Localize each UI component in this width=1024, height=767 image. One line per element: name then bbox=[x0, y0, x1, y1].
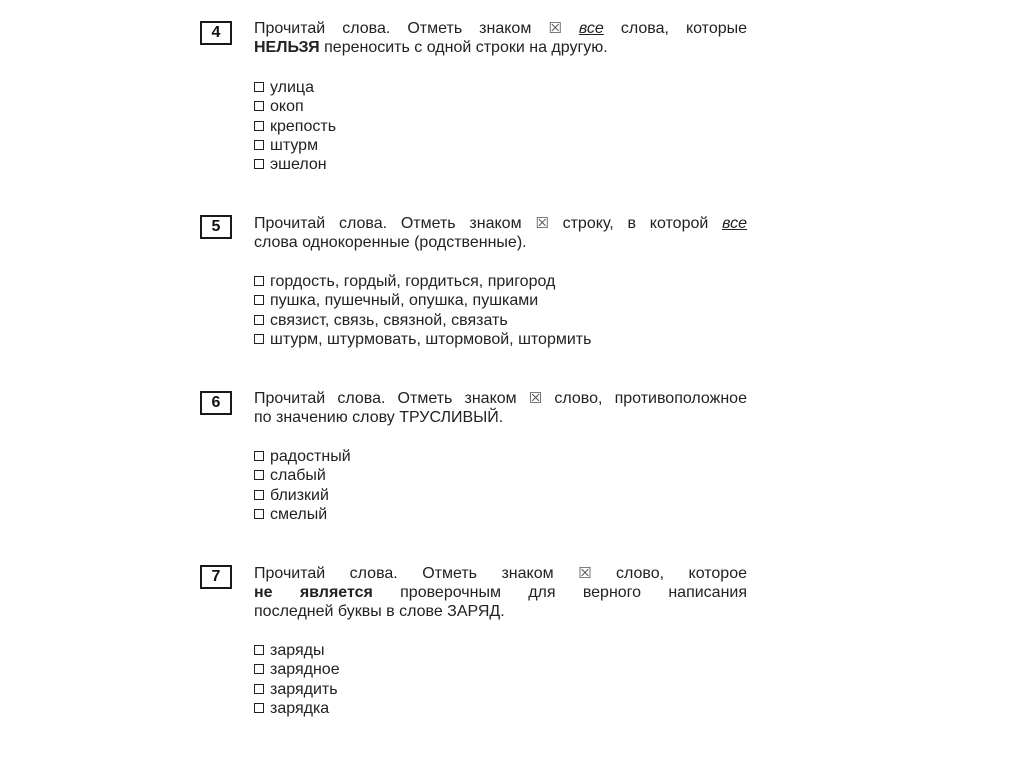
answer-option[interactable]: заряды bbox=[254, 641, 340, 660]
answer-option[interactable]: штурм, штурмовать, штормовой, штормить bbox=[254, 330, 591, 349]
answer-option[interactable]: эшелон bbox=[254, 155, 336, 174]
answer-options bbox=[254, 641, 340, 718]
task-instruction bbox=[254, 564, 747, 621]
checked-box-icon: ☒ bbox=[535, 215, 549, 232]
checkbox-icon[interactable] bbox=[254, 334, 264, 344]
task-number: 5 bbox=[200, 215, 232, 239]
checkbox-icon[interactable] bbox=[254, 645, 264, 655]
answer-options bbox=[254, 78, 336, 174]
checkbox-icon[interactable] bbox=[254, 703, 264, 713]
checkbox-icon[interactable] bbox=[254, 490, 264, 500]
checkbox-icon[interactable] bbox=[254, 295, 264, 305]
answer-options bbox=[254, 272, 591, 349]
checkbox-icon[interactable] bbox=[254, 509, 264, 519]
answer-option[interactable]: смелый bbox=[254, 505, 351, 524]
task-number: 6 bbox=[200, 391, 232, 415]
answer-option[interactable]: близкий bbox=[254, 486, 351, 505]
instruction-line: Прочитай слова. Отметь знаком ☒ слово, противоположное bbox=[254, 390, 747, 407]
instruction-line: Прочитай слова. Отметь знаком ☒ слово, которое bbox=[254, 565, 748, 582]
emphasis-bold: НЕЛЬЗЯ bbox=[254, 39, 320, 56]
instruction-line: Прочитай слова. Отметь знаком ☒ все слова, которые bbox=[254, 20, 748, 37]
checked-box-icon: ☒ bbox=[578, 565, 592, 582]
checkbox-icon[interactable] bbox=[254, 82, 264, 92]
task-number: 7 bbox=[200, 565, 232, 589]
answer-option[interactable]: крепость bbox=[254, 117, 336, 136]
answer-option[interactable]: связист, связь, связной, связать bbox=[254, 311, 591, 330]
checkbox-icon[interactable] bbox=[254, 664, 264, 674]
answer-options bbox=[254, 447, 351, 524]
task-number: 4 bbox=[200, 21, 232, 45]
task-instruction bbox=[254, 214, 747, 252]
emphasis-word: все bbox=[722, 215, 747, 232]
instruction-line: не является проверочным для верного написания bbox=[254, 584, 748, 601]
instruction-line: по значению слову ТРУСЛИВЫЙ. bbox=[254, 409, 504, 426]
answer-option[interactable]: зарядка bbox=[254, 699, 340, 718]
checked-box-icon: ☒ bbox=[528, 390, 543, 407]
answer-option[interactable]: гордость, гордый, гордиться, пригород bbox=[254, 272, 591, 291]
answer-option[interactable]: зарядить bbox=[254, 680, 340, 699]
answer-option[interactable]: слабый bbox=[254, 466, 351, 485]
answer-option[interactable]: зарядное bbox=[254, 660, 340, 679]
checkbox-icon[interactable] bbox=[254, 315, 264, 325]
answer-option[interactable]: штурм bbox=[254, 136, 336, 155]
checkbox-icon[interactable] bbox=[254, 159, 264, 169]
instruction-line: НЕЛЬЗЯ переносить с одной строки на другую. bbox=[254, 39, 608, 56]
checkbox-icon[interactable] bbox=[254, 684, 264, 694]
checkbox-icon[interactable] bbox=[254, 101, 264, 111]
answer-option[interactable]: радостный bbox=[254, 447, 351, 466]
checkbox-icon[interactable] bbox=[254, 140, 264, 150]
task-instruction bbox=[254, 389, 747, 427]
checkbox-icon[interactable] bbox=[254, 470, 264, 480]
instruction-line: Прочитай слова. Отметь знаком ☒ строку, в которой все bbox=[254, 215, 747, 232]
instruction-line: последней буквы в слове ЗАРЯД. bbox=[254, 603, 505, 620]
emphasis-bold: не является bbox=[254, 584, 373, 601]
emphasis-word: все bbox=[578, 20, 604, 37]
checkbox-icon[interactable] bbox=[254, 276, 264, 286]
checkbox-icon[interactable] bbox=[254, 451, 264, 461]
answer-option[interactable]: пушка, пушечный, опушка, пушками bbox=[254, 291, 591, 310]
checkbox-icon[interactable] bbox=[254, 121, 264, 131]
checked-box-icon: ☒ bbox=[548, 20, 562, 37]
task-instruction bbox=[254, 19, 747, 57]
answer-option[interactable]: окоп bbox=[254, 97, 336, 116]
instruction-line: слова однокоренные (родственные). bbox=[254, 234, 527, 251]
answer-option[interactable]: улица bbox=[254, 78, 336, 97]
